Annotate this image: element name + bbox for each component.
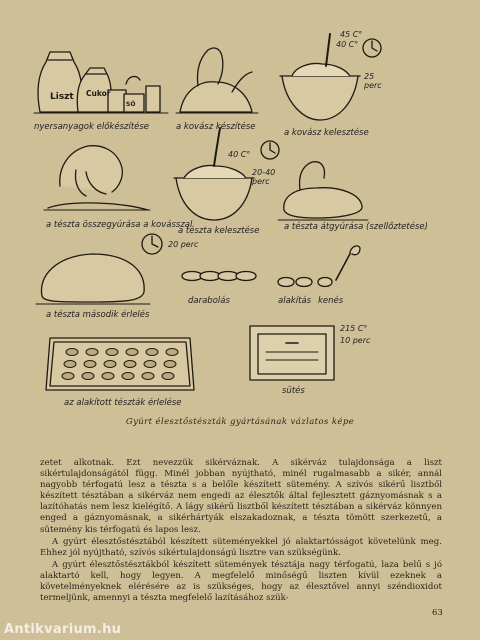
clock-icon [142, 234, 162, 254]
step-label-brushing: kenés [318, 296, 344, 306]
sugar-sack-label: Cukor [86, 89, 111, 98]
figure-caption: Gyúrt élesztőstészták gyártásának vázlatos képe [125, 417, 355, 427]
ingredient-sacks-drawing [34, 52, 168, 113]
clock-icon [261, 141, 279, 159]
step-label-shaping: alakítás [278, 296, 312, 306]
step-label-starter-rising: a kovász kelesztése [284, 128, 369, 138]
salt-box-label: SÓ [126, 101, 136, 108]
starter-making-drawing [176, 48, 258, 113]
body-paragraph-3: A gyúrt élesztőstésztákból készített sütemények tésztája nagy térfogatú, laza belű s jó alaktartó kell, hogy legyen. A megfelelő minőségű liszten kívül ezeknek a követelményeknek elérésére az is szükséges, hogy az élesztővel annyi széndioxidot termeljünk, amennyi a tészta megfelelő lazításához szük- [40, 559, 442, 604]
annotation-time-perc-second: perc [252, 177, 270, 186]
shaping-rolls-drawing [278, 246, 360, 287]
second-rise-dough-drawing [36, 254, 150, 304]
annotation-temp-40: 40 C° [336, 40, 359, 49]
body-text [40, 458, 442, 604]
page-number: 63 [432, 608, 443, 618]
annotation-time-perc: perc [364, 81, 382, 90]
body-paragraph-2: A gyúrt élesztőstésztából készített süteményekkel jó alaktartósságot követelünk meg. Ehhez jól nyújtható, szívós sikértulajdonságú lisztre van szükségünk. [40, 536, 442, 558]
annotation-temp-215: 215 C° [340, 324, 368, 333]
dough-rekneading-drawing [278, 162, 368, 220]
dough-combining-drawing [44, 146, 150, 210]
step-label-starter-making: a kovász készítése [176, 122, 256, 132]
baking-tray-drawing [46, 338, 194, 390]
body-paragraph-1: zetet alkotnak. Ezt nevezzük sikérváznak. A sikérváz tulajdonsága a liszt sikértulajdonságától függ. Minél jobban nyújtható, minél rugalmasabb a sikér, annál nagyobb térfogatú lesz a tészta s a belőle készített sütemény. A szívós sikérű lisztből készített tésztában a sikérváz nem engedi az élesztők által fejlesztett gáznyomásnak s a lazítóhatás nem lesz kielégítő. A lágy sikérű lisztből készített tésztában a sikérváz könnyen enged a gáznyomásnak, a sikérhártyák elszakadoznak, a tészta tömött szerkezetű, a sütemény kis térfogatú és lapos lesz. [40, 458, 442, 535]
annotation-temp-45: 45 C° [340, 30, 363, 39]
step-label-prep: nyersanyagok előkészítése [34, 122, 150, 132]
step-label-rekneading: a tészta átgyúrása (szellőztetése) [284, 222, 428, 232]
dough-resting-bowl-drawing [174, 128, 254, 220]
step-label-dough-resting: a tészta kelesztése [178, 226, 260, 236]
annotation-temp-40-second: 40 C° [228, 150, 251, 159]
oven-drawing [250, 326, 334, 380]
watermark: Antikvarium.hu [4, 622, 122, 637]
dividing-dough-drawing [182, 272, 256, 281]
flour-sack-label: Liszt [50, 92, 74, 102]
annotation-time-25: 25 [364, 72, 375, 81]
step-label-baking: sütés [282, 386, 305, 396]
step-label-tray-rising: az alakított tészták érlelése [64, 398, 182, 408]
clock-icon [363, 39, 381, 57]
step-label-combining: a tészta összegyúrása a kovásszal [46, 220, 193, 230]
annotation-time-20-40: 20-40 [252, 168, 276, 177]
step-label-dividing: darabolás [188, 296, 230, 306]
annotation-time-20-perc: 20 perc [168, 240, 199, 249]
step-label-second-rise: a tészta második érlelés [46, 310, 150, 320]
annotation-time-10-perc: 10 perc [340, 336, 371, 345]
